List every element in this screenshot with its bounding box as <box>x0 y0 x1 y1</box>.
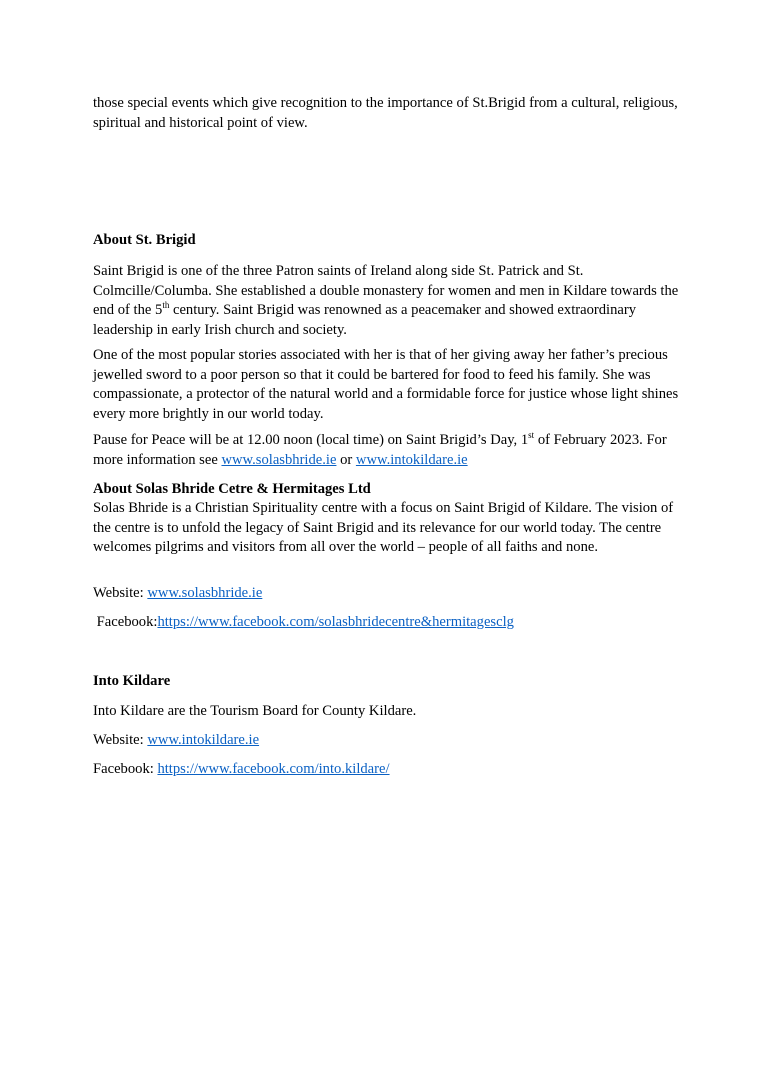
pause-text-b: of February 2023. For more information see <box>93 432 667 468</box>
intro-paragraph: those special events which give recognition to the importance of St.Brigid from a cultural, religious, spiritual and historical point of view. <box>93 95 678 131</box>
into-kildare-paragraph: Into Kildare are the Tourism Board for County Kildare. <box>93 703 417 719</box>
about-brigid-paragraph-2: One of the most popular stories associated with her is that of her giving away her father’s precious jewelled sword to a poor person so that it could be bartered for food to feed his family. She was compassionate, a protector of the natural world and a formidable force for justice whose light shines every more brightly in our world today. <box>93 347 679 422</box>
website-label: Website: <box>93 585 148 601</box>
about-brigid-p1-text-b: century. Saint Brigid was renowned as a peacemaker and showed extraordinary leadership in early Irish church and society. <box>93 302 637 338</box>
pause-for-peace-paragraph <box>93 431 683 470</box>
facebook-label: Facebook: <box>93 614 158 630</box>
kildare-facebook-link[interactable]: https://www.facebook.com/into.kildare/ <box>157 761 390 777</box>
kildare-website-link[interactable]: www.intokildare.ie <box>147 732 260 748</box>
kildare-website-line <box>93 731 683 751</box>
solas-website-line <box>93 584 683 604</box>
into-kildare-heading: Into Kildare <box>93 673 171 689</box>
about-solas-heading: About Solas Bhride Cetre & Hermitages Ltd <box>93 481 371 497</box>
facebook-label: Facebook: <box>93 761 158 777</box>
kildare-facebook-line <box>93 760 683 780</box>
intokildare-link[interactable]: www.intokildare.ie <box>355 451 468 468</box>
about-solas-paragraph: Solas Bhride is a Christian Spirituality centre with a focus on Saint Brigid of Kildare. The vision of the centre is to unfold the legacy of Saint Brigid and its relevance for our world today. The centre welcomes pilgrims and visitors from all over the world – people of all faiths and none. <box>93 500 674 555</box>
solas-facebook-line <box>93 613 683 633</box>
about-brigid-paragraph-1 <box>93 262 683 340</box>
ordinal-suffix: st <box>528 430 535 441</box>
about-brigid-heading: About St. Brigid <box>93 232 196 248</box>
solasbhride-link[interactable]: www.solasbhride.ie <box>221 451 337 468</box>
pause-text-a: Pause for Peace will be at 12.00 noon (local time) on Saint Brigid’s Day, 1 <box>93 432 529 448</box>
about-brigid-p1-text-a: Saint Brigid is one of the three Patron saints of Ireland along side St. Patrick and St. Colmcille/Columba. She established a double monastery for women and men in Kildare towards the end of the 5 <box>93 263 679 318</box>
pause-text-or: or <box>336 451 356 468</box>
ordinal-suffix: th <box>162 300 170 311</box>
website-label: Website: <box>93 732 148 748</box>
solas-facebook-link[interactable]: https://www.facebook.com/solasbhridecentre&hermitagesclg <box>157 614 514 630</box>
solas-website-link[interactable]: www.solasbhride.ie <box>147 585 263 601</box>
